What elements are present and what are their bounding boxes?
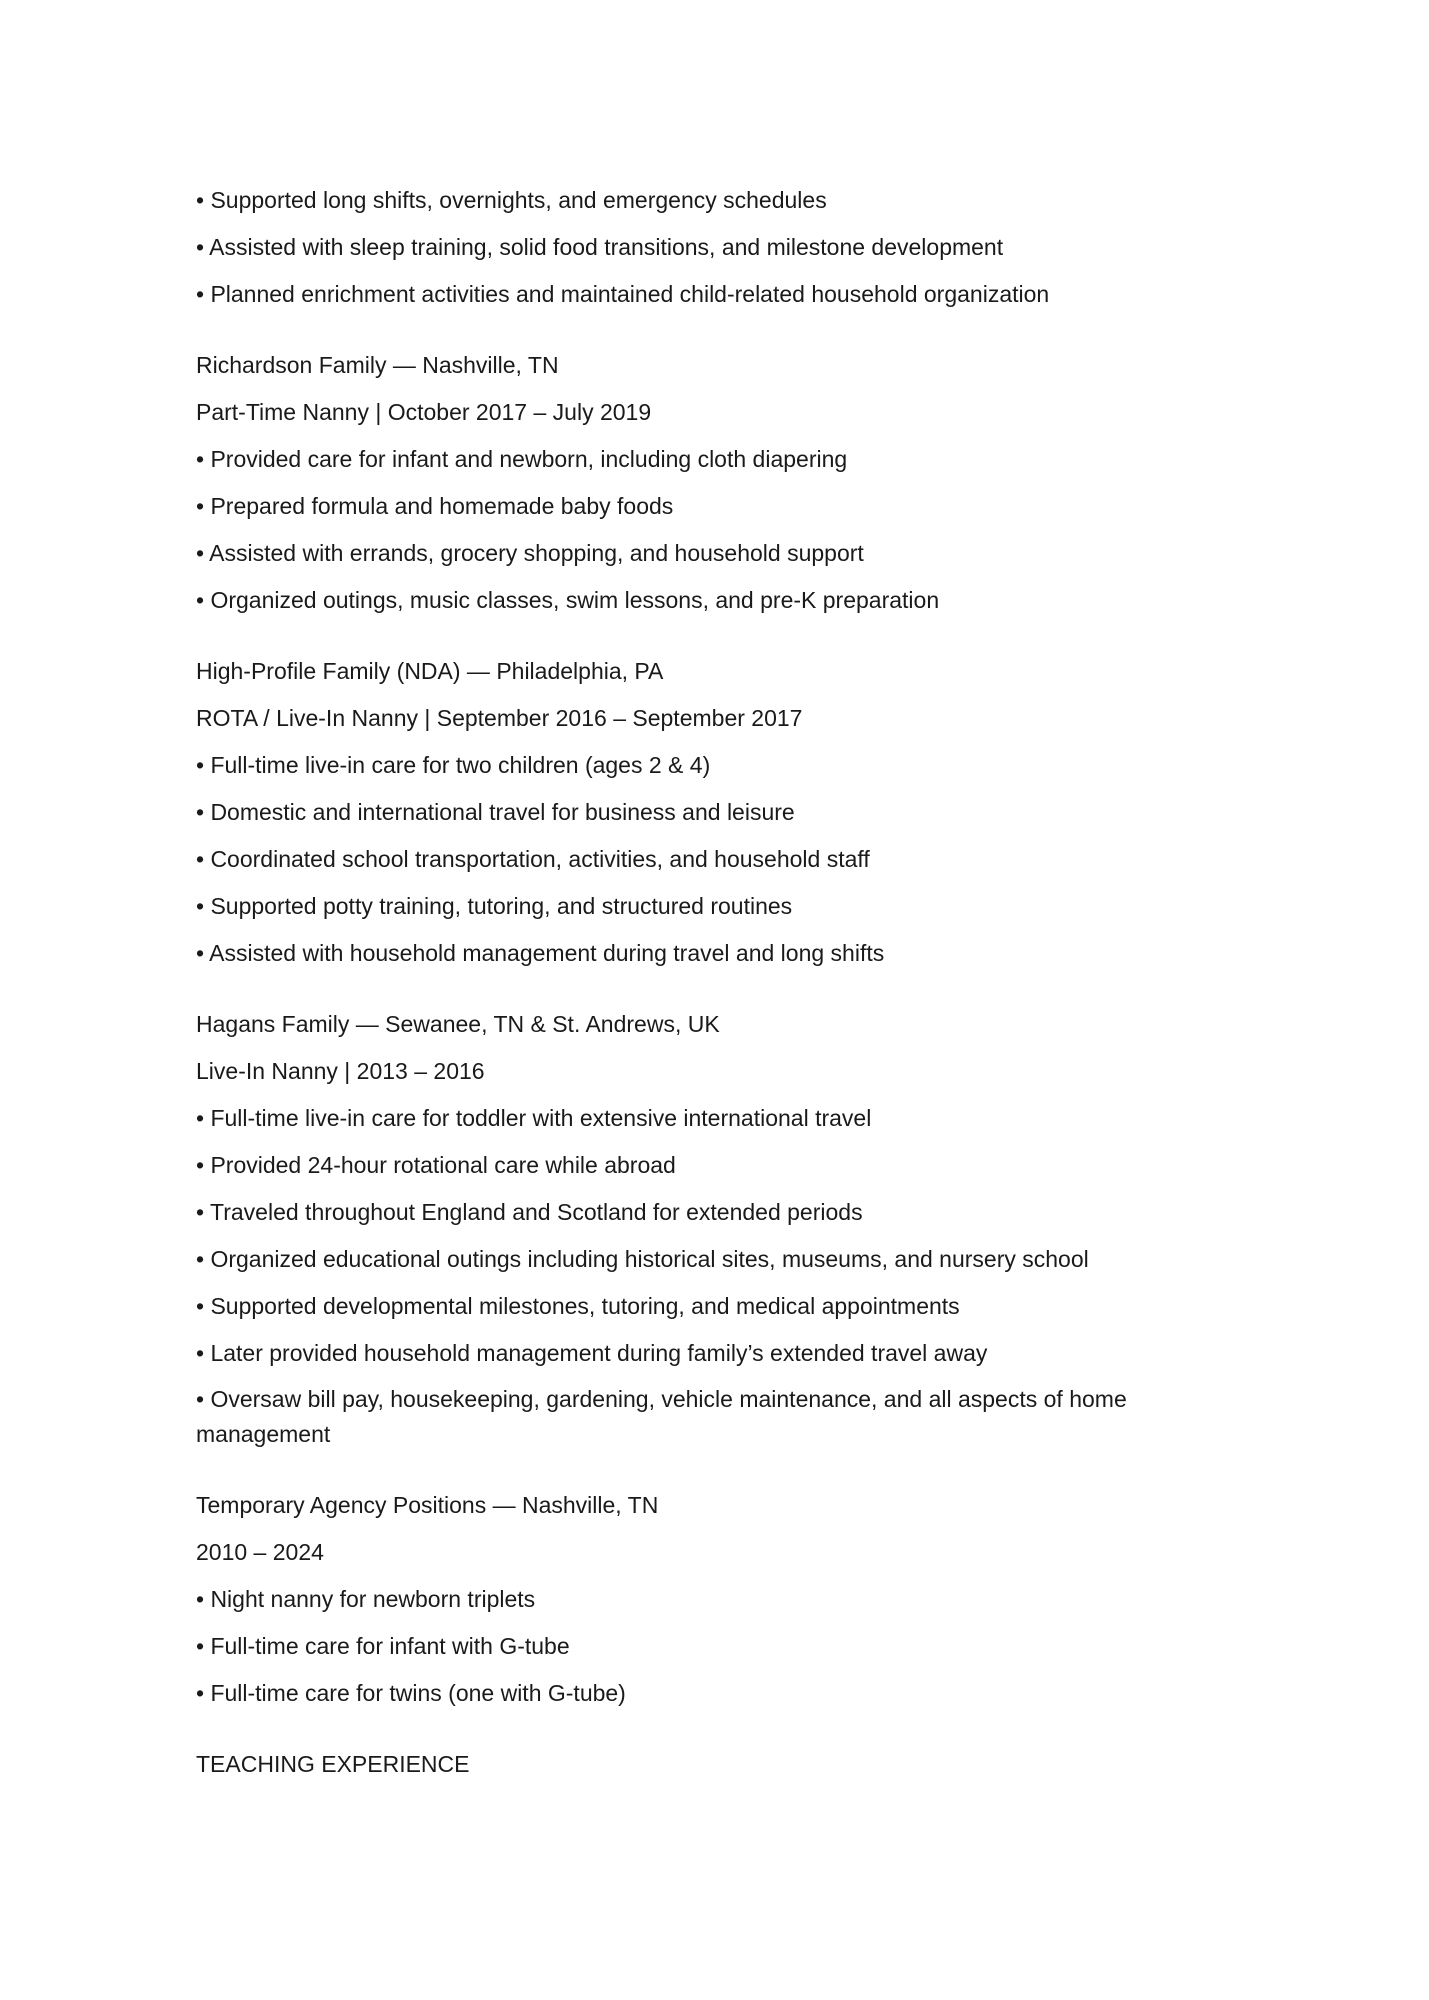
bullet-item: • Coordinated school transportation, activities, and household staff bbox=[196, 846, 870, 872]
bullet-item: • Supported long shifts, overnights, and emergency schedules bbox=[196, 187, 827, 213]
bullet-item: • Assisted with sleep training, solid food transitions, and milestone development bbox=[196, 234, 1004, 260]
bullet-item: • Full-time live-in care for toddler with extensive international travel bbox=[196, 1105, 872, 1131]
job-hagans bbox=[196, 1006, 1246, 1452]
bullet-item: • Provided care for infant and newborn, including cloth diapering bbox=[196, 446, 848, 472]
job-temporary-agency bbox=[196, 1487, 1246, 1711]
job-employer: Temporary Agency Positions — Nashville, TN bbox=[196, 1492, 659, 1518]
bullet-item: • Planned enrichment activities and maintained child-related household organization bbox=[196, 281, 1050, 307]
job-role: Part-Time Nanny | October 2017 – July 2019 bbox=[196, 399, 652, 425]
bullet-item: • Oversaw bill pay, housekeeping, gardening, vehicle maintenance, and all aspects of home management bbox=[196, 1386, 1127, 1447]
bullet-item: • Assisted with errands, grocery shopping, and household support bbox=[196, 540, 864, 566]
bullet-item: • Prepared formula and homemade baby foods bbox=[196, 493, 674, 519]
job-role: 2010 – 2024 bbox=[196, 1539, 324, 1565]
bullet-item: • Organized outings, music classes, swim lessons, and pre-K preparation bbox=[196, 587, 940, 613]
section-heading-teaching-experience: TEACHING EXPERIENCE bbox=[196, 1751, 470, 1777]
section-gap bbox=[196, 982, 1246, 1006]
bullet-item: • Supported potty training, tutoring, and structured routines bbox=[196, 893, 793, 919]
job-role: Live-In Nanny | 2013 – 2016 bbox=[196, 1058, 485, 1084]
job-role: ROTA / Live-In Nanny | September 2016 – September 2017 bbox=[196, 705, 803, 731]
bullet-item: • Organized educational outings including historical sites, museums, and nursery school bbox=[196, 1246, 1089, 1272]
job-richardson bbox=[196, 347, 1246, 618]
bullet-item: • Supported developmental milestones, tutoring, and medical appointments bbox=[196, 1293, 960, 1319]
section-gap bbox=[196, 1722, 1246, 1746]
section-gap bbox=[196, 323, 1246, 347]
intro-bullets bbox=[196, 182, 1246, 312]
bullet-item: • Full-time care for infant with G-tube bbox=[196, 1633, 570, 1659]
section-gap bbox=[196, 629, 1246, 653]
bullet-item: • Later provided household management during family’s extended travel away bbox=[196, 1340, 988, 1366]
bullet-item: • Assisted with household management during travel and long shifts bbox=[196, 940, 885, 966]
job-employer: Hagans Family — Sewanee, TN & St. Andrews, UK bbox=[196, 1011, 720, 1037]
bullet-item: • Full-time live-in care for two children (ages 2 & 4) bbox=[196, 752, 711, 778]
resume-content bbox=[196, 182, 1246, 1793]
bullet-item: • Full-time care for twins (one with G-tube) bbox=[196, 1680, 626, 1706]
job-high-profile bbox=[196, 653, 1246, 971]
bullet-item: • Night nanny for newborn triplets bbox=[196, 1586, 536, 1612]
bullet-item: • Domestic and international travel for business and leisure bbox=[196, 799, 795, 825]
job-employer: High-Profile Family (NDA) — Philadelphia, PA bbox=[196, 658, 664, 684]
bullet-item: • Provided 24-hour rotational care while abroad bbox=[196, 1152, 676, 1178]
job-employer: Richardson Family — Nashville, TN bbox=[196, 352, 559, 378]
section-gap bbox=[196, 1463, 1246, 1487]
bullet-item: • Traveled throughout England and Scotland for extended periods bbox=[196, 1199, 863, 1225]
